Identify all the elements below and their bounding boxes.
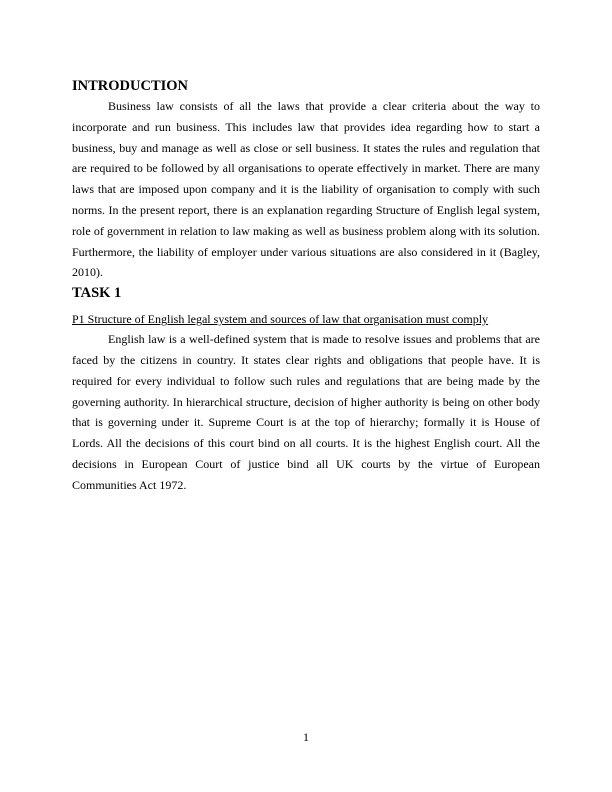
page-content bbox=[72, 76, 540, 496]
task-1-heading: TASK 1 bbox=[72, 285, 122, 302]
introduction-heading: INTRODUCTION bbox=[72, 78, 189, 94]
task-1-paragraph: English law is a well-defined system that is made to resolve issues and problems that are faced by the citizens in country. It states clear rights and obligations that people have. It is required for every individual to follow such rules and regulations that are being made by the governing authority. In hierarchical structure, decision of higher authority is being on other body that is governing under it. Supreme Court is at the top of hierarchy; formally it is House of Lords. All the decisions of this court bind on all courts. It is the highest English court. All the decisions in European Court of justice bind all UK courts by the virtue of European Communities Act 1972. bbox=[72, 332, 540, 492]
page-number: 1 bbox=[303, 730, 309, 744]
p1-subheading: P1 Structure of English legal system and sources of law that organisation must comply bbox=[72, 312, 489, 327]
introduction-paragraph: Business law consists of all the laws that provide a clear criteria about the way to incorporate and run business. This includes law that provides idea regarding how to start a business, buy and manage as well as close or sell business. It states the rules and regulation that are required to be followed by all organisations to operate effectively in market. There are many laws that are imposed upon company and it is the liability of organisation to comply with such norms. In the present report, there is an explanation regarding Structure of English legal system, role of government in relation to law making as well as business problem along with its solution. Furthermore, the liability of employer under various situations are also considered in it (Bagley, 2010). bbox=[72, 99, 540, 280]
